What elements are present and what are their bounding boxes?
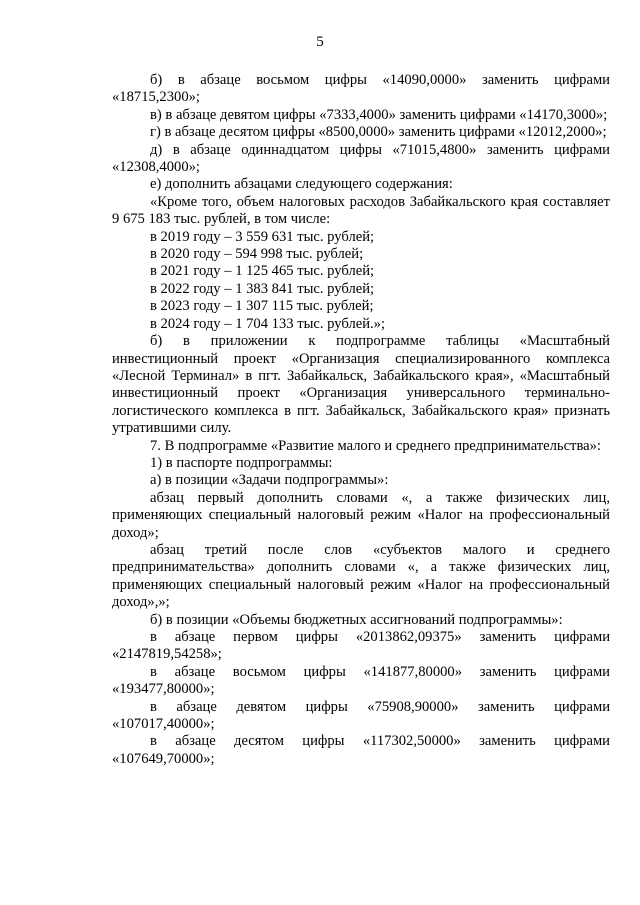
paragraph: «Кроме того, объем налоговых расходов Забайкальского края составляет 9 675 183 тыс. рублей, в том числе: (112, 193, 610, 228)
paragraph: в абзаце десятом цифры «117302,50000» заменить цифрами «107649,70000»; (112, 733, 610, 767)
paragraph: е) дополнить абзацами следующего содержания: (150, 176, 453, 193)
list-item: в 2023 году – 1 307 115 тыс. рублей; (150, 298, 374, 315)
paragraph: б) в позиции «Объемы бюджетных ассигнований подпрограммы»: (150, 611, 563, 628)
paragraph: а) в позиции «Задачи подпрограммы»: (150, 472, 389, 489)
paragraph: в) в абзаце девятом цифры «7333,4000» заменить цифрами «14170,3000»; (150, 106, 608, 123)
list-item: в 2019 году – 3 559 631 тыс. рублей; (150, 228, 375, 245)
paragraph: в абзаце девятом цифры «75908,90000» заменить цифрами «107017,40000»; (112, 698, 610, 733)
paragraph: в абзаце восьмом цифры «141877,80000» заменить цифрами «193477,80000»; (112, 663, 610, 698)
paragraph: б) в абзаце восьмом цифры «14090,0000» заменить цифрами «18715,2300»; (112, 72, 610, 106)
page-number: 5 (316, 34, 324, 50)
section-heading: 7. В подпрограмме «Развитие малого и среднего предпринимательства»: (150, 437, 601, 454)
paragraph: в абзаце первом цифры «2013862,09375» заменить цифрами «2147819,54258»; (112, 629, 610, 663)
paragraph: д) в абзаце одиннадцатом цифры «71015,4800» заменить цифрами «12308,4000»; (112, 141, 610, 176)
list-item: в 2020 году – 594 998 тыс. рублей; (150, 246, 364, 263)
list-item: в 2021 году – 1 125 465 тыс. рублей; (150, 263, 375, 280)
paragraph: б) в приложении к подпрограмме таблицы «Масштабный инвестиционный проект «Организация специализированного комплекса «Лесной Терминал» в пгт. Забайкальск, Забайкальского края», «Масштабный инвестиционный проект «Организация универсального терминально-логистического комплекса в пгт. Забайкальск, Забайкальского края» признать утратившими силу. (112, 333, 610, 437)
paragraph: 1) в паспорте подпрограммы: (150, 454, 333, 471)
list-item: в 2022 году – 1 383 841 тыс. рублей; (150, 280, 375, 297)
list-item: в 2024 году – 1 704 133 тыс. рублей.»; (150, 315, 386, 332)
document-body (112, 72, 610, 768)
paragraph: абзац первый дополнить словами «, а также физических лиц, применяющих специальный налоговый режим «Налог на профессиональный доход»; (112, 489, 610, 541)
paragraph: абзац третий после слов «субъектов малого и среднего предпринимательства» дополнить словами «, а также физических лиц, применяющих специальный налоговый режим «Налог на профессиональный доход»,»; (112, 541, 610, 611)
paragraph: г) в абзаце десятом цифры «8500,0000» заменить цифрами «12012,2000»; (150, 124, 607, 141)
